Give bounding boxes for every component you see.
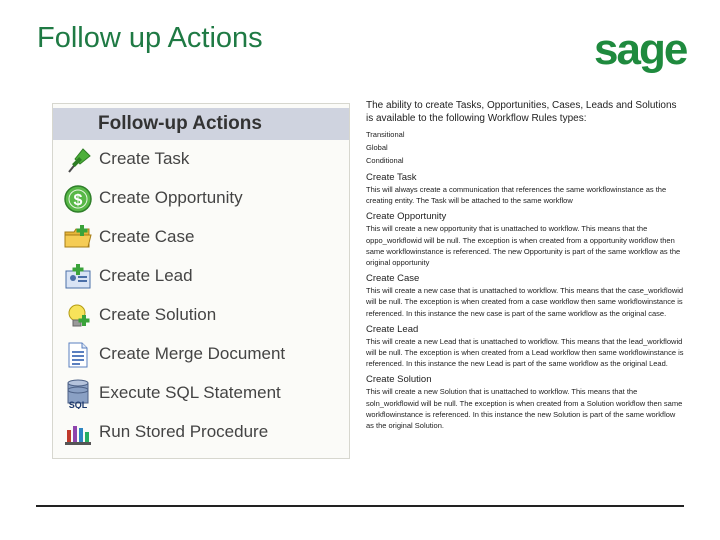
- rule-type: Transitional: [366, 130, 405, 139]
- action-create-opportunity[interactable]: [53, 182, 349, 218]
- action-label: Create Opportunity: [99, 188, 243, 207]
- action-create-merge-document[interactable]: [53, 338, 349, 374]
- action-create-case[interactable]: [53, 221, 349, 257]
- section-body: This will always create a communication that references the same workflowinstance as the creating entity. The Task will be attached to the same workflow: [366, 185, 667, 206]
- dollar-coin-icon: [63, 184, 93, 214]
- action-label: Run Stored Procedure: [99, 422, 269, 441]
- section-heading: Create Lead: [366, 323, 419, 335]
- action-run-stored-procedure[interactable]: [53, 416, 349, 452]
- action-create-lead[interactable]: [53, 260, 349, 296]
- section-body: This will create a new Lead that is unattached to workflow. This means that the lead_workflowid will be null. The exception is when created from a Lead workflow then same workflowinstance is referenced. In this instance the new Lead is part of the same workflow as the original Lead.: [366, 336, 684, 369]
- action-label: Create Merge Document: [99, 344, 286, 363]
- action-label: Create Lead: [99, 266, 193, 285]
- svg-text:$: $: [73, 192, 83, 209]
- action-label: Create Case: [99, 227, 195, 246]
- document-icon: [63, 340, 93, 370]
- rule-type: Global: [366, 143, 388, 152]
- section-heading: Create Solution: [366, 374, 432, 386]
- action-label: Execute SQL Statement: [99, 383, 281, 402]
- rule-type: Conditional: [366, 156, 404, 165]
- folder-plus-icon: [63, 223, 93, 253]
- action-create-task[interactable]: [53, 143, 349, 179]
- lead-card-icon: [63, 262, 93, 292]
- action-create-solution[interactable]: [53, 299, 349, 335]
- database-sql-icon: [63, 379, 93, 409]
- action-execute-sql-statement[interactable]: [53, 377, 349, 413]
- description-text: [366, 99, 684, 431]
- section-body: This will create a new Solution that is unattached to workflow. This means that the soln_workflowid will be null. The exception is when created from a Solution workflow then same workflowinstance is referenced. In this instance the new Solution is part of the same workflow as the original Solution.: [366, 387, 683, 431]
- action-label: Create Solution: [99, 305, 217, 324]
- svg-text:SQL: SQL: [68, 400, 88, 409]
- procedure-icon: [63, 418, 93, 448]
- pushpin-icon: [63, 145, 93, 175]
- follow-up-actions-panel: [52, 103, 350, 459]
- section-heading: Create Task: [366, 172, 417, 183]
- slide-title: Follow up Actions: [37, 22, 263, 54]
- action-label: Create Task: [99, 149, 190, 168]
- section-body: This will create a new case that is unattached to workflow. This means that the case_workflowid will be null. The exception is when created from a case workflow then same workflowinstance is referenced. In this instance the new case is part of the same workflow as the original case.: [366, 286, 684, 318]
- rule-types-list: [366, 128, 684, 167]
- section-body: This will create a new opportunity that is unattached to workflow. This means that the oppo_workflowid will be null. The exception is when created from a opportunity workflow then same workflowinstance is referenced. The new Opportunity is part of the same workflow as the original opportunity: [366, 224, 681, 268]
- panel-header-title: Follow-up Actions: [98, 113, 262, 134]
- panel-header: [53, 108, 349, 140]
- intro-text: The ability to create Tasks, Opportunities, Cases, Leads and Solutions is available to the following Workflow Rules types:: [366, 100, 677, 124]
- lightbulb-icon: [63, 301, 93, 331]
- sage-logo: sage: [594, 25, 687, 74]
- section-heading: Create Case: [366, 273, 420, 285]
- bottom-divider: [36, 505, 684, 507]
- section-heading: Create Opportunity: [366, 211, 447, 223]
